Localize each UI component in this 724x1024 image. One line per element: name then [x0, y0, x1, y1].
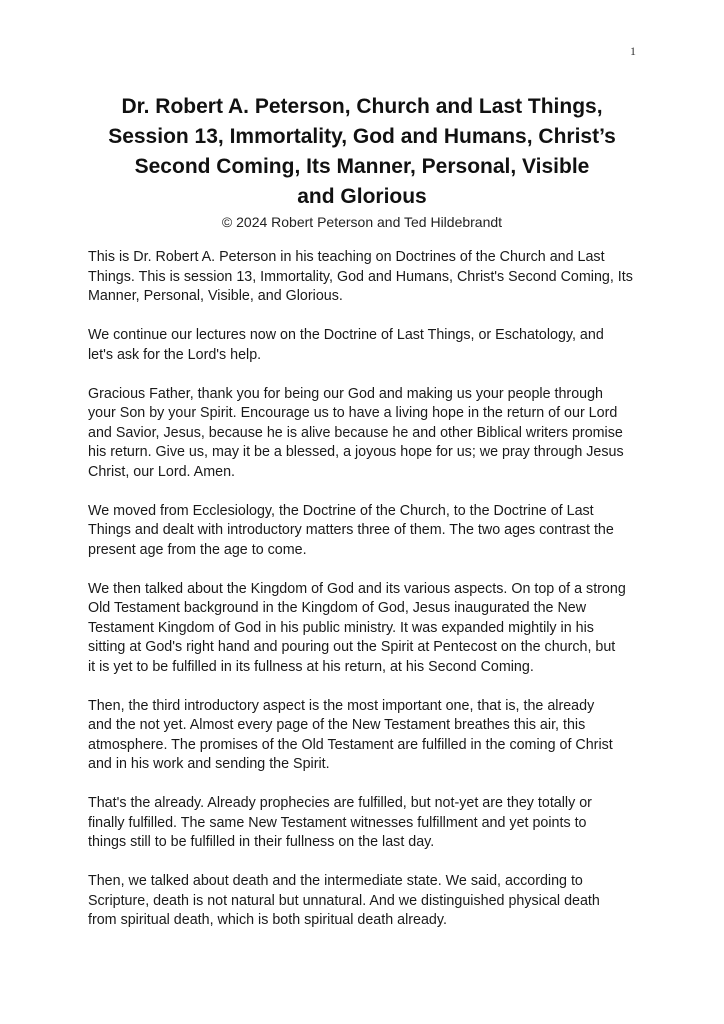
text-line: things still to be fulfilled in their fullness on the last day.: [88, 834, 435, 850]
page-number: 1: [630, 44, 636, 58]
text-line: Then, we talked about death and the intermediate state. We said, according to: [88, 873, 583, 889]
text-line: Testament Kingdom of God in his public ministry. It was expanded mightily in his: [88, 619, 594, 636]
text-line: and in his work and sending the Spirit.: [88, 756, 330, 772]
paragraph: [88, 872, 648, 931]
text-line: his return. Give us, may it be a blessed, a joyous hope for us; we pray through Jesus: [88, 444, 624, 460]
text-line: Christ, our Lord. Amen.: [88, 463, 236, 480]
text-line: Then, the third introductory aspect is the most important one, that is, the already: [88, 697, 595, 714]
text-line: This is Dr. Robert A. Peterson in his teaching on Doctrines of the Church and Last: [88, 249, 605, 265]
text-line: Scripture, death is not natural but unnatural. And we distinguished physical death: [88, 892, 600, 909]
paragraph: [88, 502, 648, 561]
text-line: finally fulfilled. The same New Testament witnesses fulfillment and yet points to: [88, 814, 587, 831]
text-line: We moved from Ecclesiology, the Doctrine of the Church, to the Doctrine of Last: [88, 502, 594, 519]
text-line: Gracious Father, thank you for being our God and making us your people through: [88, 385, 604, 402]
text-line: Things and dealt with introductory matters three of them. The two ages contrast the: [88, 522, 614, 538]
title-line: Session 13, Immortality, God and Humans, Christ’s: [108, 125, 616, 148]
text-line: and the not yet. Almost every page of the New Testament breathes this air, this: [88, 717, 586, 733]
paragraph: [88, 794, 648, 853]
text-line: We then talked about the Kingdom of God and its various aspects. On top of a strong: [88, 580, 626, 597]
paragraph: [88, 697, 648, 775]
body-text: [88, 248, 648, 950]
text-line: Manner, Personal, Visible, and Glorious.: [88, 288, 343, 304]
text-line: Things. This is session 13, Immortality, God and Humans, Christ's Second Coming, Its: [88, 268, 633, 285]
text-line: from spiritual death, which is both spiritual death already.: [88, 912, 447, 928]
title-block: [72, 92, 652, 232]
title-line: Dr. Robert A. Peterson, Church and Last Things,: [121, 95, 603, 118]
copyright-notice: © 2024 Robert Peterson and Ted Hildebrandt: [221, 214, 503, 230]
text-line: let's ask for the Lord's help.: [88, 346, 262, 363]
text-line: That's the already. Already prophecies are fulfilled, but not-yet are they totally or: [88, 795, 592, 811]
paragraph: [88, 248, 648, 307]
title-line: Second Coming, Its Manner, Personal, Visible: [134, 155, 590, 178]
paragraph: [88, 326, 648, 365]
text-line: Old Testament background in the Kingdom of God, Jesus inaugurated the New: [88, 600, 587, 616]
text-line: your Son by your Spirit. Encourage us to have a living hope in the return of our Lord: [88, 405, 618, 421]
text-line: We continue our lectures now on the Doctrine of Last Things, or Eschatology, and: [88, 327, 604, 343]
paragraph: [88, 385, 648, 483]
text-line: sitting at God's right hand and pouring out the Spirit at Pentecost on the church, but: [88, 639, 616, 655]
text-line: atmosphere. The promises of the Old Testament are fulfilled in the coming of Christ: [88, 736, 613, 753]
title-line: and Glorious: [297, 185, 427, 208]
paragraph: [88, 580, 648, 678]
text-line: it is yet to be fulfilled in its fullness at his return, at his Second Coming.: [88, 658, 534, 675]
text-line: present age from the age to come.: [88, 541, 307, 558]
text-line: and Savior, Jesus, because he is alive because he and other Biblical writers promise: [88, 424, 623, 441]
